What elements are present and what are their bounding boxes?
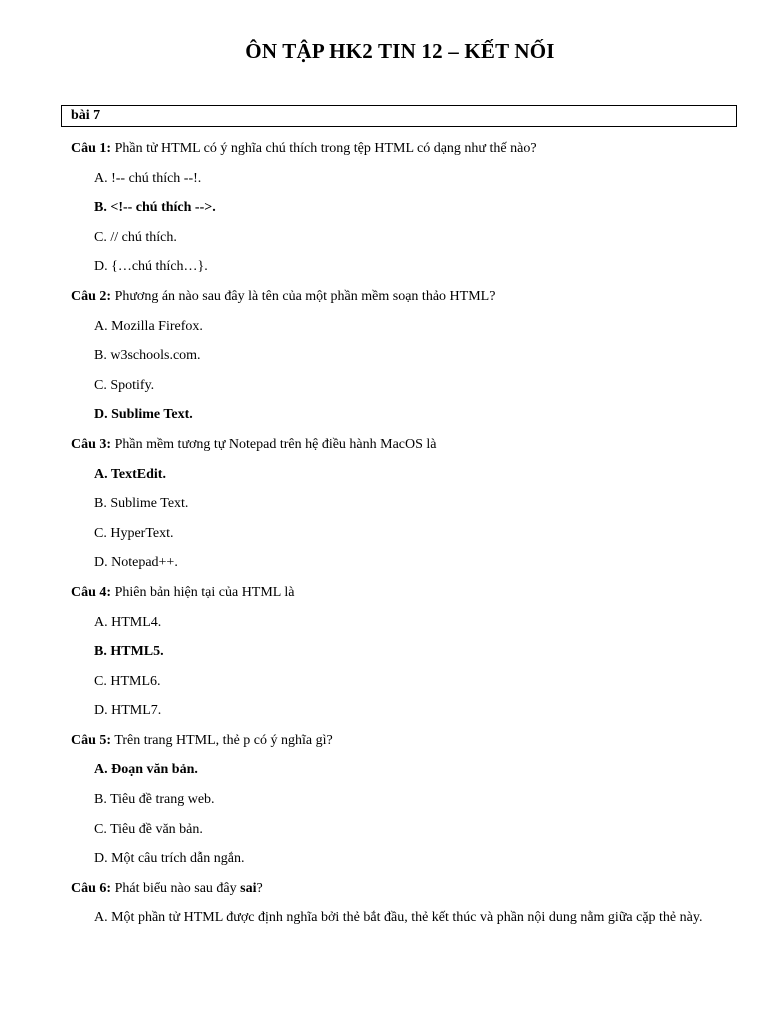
option-c: C. Spotify. xyxy=(94,377,155,393)
question-label: Câu 6: xyxy=(71,880,112,896)
option-a-correct: A. TextEdit. xyxy=(94,466,166,482)
section-header-box: bài 7 xyxy=(61,105,737,127)
option-b-correct: B. <!-- chú thích -->. xyxy=(94,200,216,216)
document-title: ÔN TẬP HK2 TIN 12 – KẾT NỐI xyxy=(245,39,555,63)
question-5 xyxy=(71,728,731,758)
option-c: C. // chú thích. xyxy=(94,229,177,245)
question-text: Trên trang HTML, thẻ p có ý nghĩa gì? xyxy=(114,732,333,748)
option-d-correct: D. Sublime Text. xyxy=(94,407,193,423)
question-6 xyxy=(71,876,731,906)
question-text-after: ? xyxy=(256,880,263,896)
option-a: A. Một phần tử HTML được định nghĩa bởi thẻ bắt đầu, thẻ kết thúc và phần nội dung nằm giữa cặp thẻ này. xyxy=(94,910,703,926)
question-text: Phương án nào sau đây là tên của một phần mềm soạn thảo HTML? xyxy=(114,288,496,304)
question-list xyxy=(71,136,731,928)
question-label: Câu 5: xyxy=(71,732,112,748)
question-label: Câu 2: xyxy=(71,288,112,304)
question-text-before: Phát biểu nào sau đây xyxy=(114,880,241,896)
option-d: D. HTML7. xyxy=(94,703,162,719)
option-d: D. Một câu trích dẫn ngắn. xyxy=(94,851,245,867)
question-text: Phần mềm tương tự Notepad trên hệ điều hành MacOS là xyxy=(114,436,437,452)
question-label: Câu 1: xyxy=(71,141,112,156)
option-b: B. Tiêu đề trang web. xyxy=(94,792,215,808)
question-4 xyxy=(71,580,731,610)
option-c: C. HTML6. xyxy=(94,673,161,689)
question-label: Câu 4: xyxy=(71,584,112,600)
question-text-emphasis: sai xyxy=(240,880,257,896)
option-c: C. HyperText. xyxy=(94,525,174,541)
option-d: D. Notepad++. xyxy=(94,555,178,571)
question-1 xyxy=(71,136,731,166)
option-d: D. {…chú thích…}. xyxy=(94,259,208,275)
option-a-correct: A. Đoạn văn bản. xyxy=(94,762,198,778)
option-a: A. Mozilla Firefox. xyxy=(94,318,203,334)
option-a: A. HTML4. xyxy=(94,614,162,630)
question-text: Phiên bản hiện tại của HTML là xyxy=(114,584,295,600)
option-a: A. !-- chú thích --!. xyxy=(94,170,202,186)
question-2 xyxy=(71,284,731,314)
option-b: B. Sublime Text. xyxy=(94,496,189,512)
option-c: C. Tiêu đề văn bản. xyxy=(94,821,203,837)
option-b: B. w3schools.com. xyxy=(94,348,201,364)
question-3 xyxy=(71,432,731,462)
option-b-correct: B. HTML5. xyxy=(94,644,164,660)
question-text: Phần tử HTML có ý nghĩa chú thích trong tệp HTML có dạng như thế nào? xyxy=(114,141,537,156)
question-label: Câu 3: xyxy=(71,436,112,452)
